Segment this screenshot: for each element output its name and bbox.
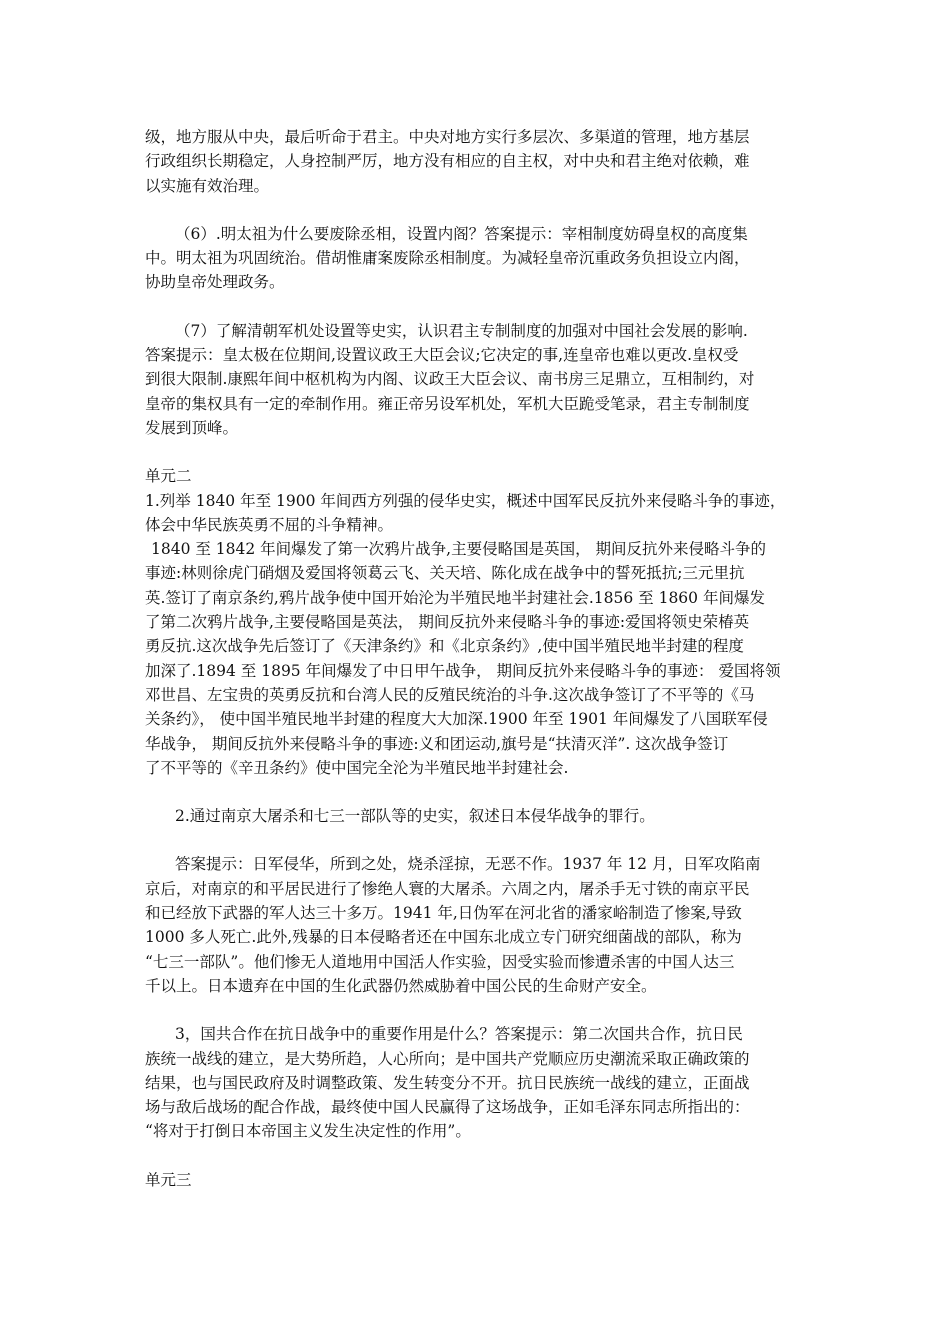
text-line: 体会中华民族英勇不屈的斗争精神。 (145, 515, 394, 534)
paragraph-gap (145, 998, 815, 1022)
text-line: 1.列举 1840 年至 1900 年间西方列强的侵华史实，概述中国军民反抗外来侵略斗争的事迹， (145, 491, 786, 510)
text-line: 1840 至 1842 年间爆发了第一次鸦片战争,主要侵略国是英国， 期间反抗外来侵略斗争的 (151, 540, 767, 559)
text-line: 皇帝的集权具有一定的牵制作用。雍正帝另设军机处，军机大臣跪受笔录，君主专制制度 (145, 394, 750, 413)
text-line: 级，地方服从中央，最后听命于君主。中央对地方实行多层次、多渠道的管理，地方基层 (145, 128, 750, 146)
paragraph-local-governance (145, 125, 815, 198)
text-line: （7）了解清朝军机处设置等史实，认识君主专制制度的加强对中国社会发展的影响. (175, 321, 748, 340)
text-line: 关条约》， 使中国半殖民地半封建的程度大大加深.1900 年至 1901 年间爆发了八国联军侵 (145, 710, 768, 729)
paragraph-gap (145, 440, 815, 464)
text-line: 族统一战线的建立，是大势所趋，人心所向；是中国共产党顺应历史潮流采取正确政策的 (145, 1049, 750, 1068)
paragraph-question-6 (145, 222, 815, 295)
text-line: 答案提示：皇太极在位期间,设置议政王大臣会议;它决定的事,连皇帝也难以更改.皇权受 (145, 346, 739, 365)
text-line: 行政组织长期稳定，人身控制严厉，地方没有相应的自主权，对中央和君主绝对依赖，难 (145, 152, 750, 171)
paragraph-unit2-answer-1 (145, 537, 815, 780)
text-line: 和已经放下武器的军人达三十多万。1941 年,日伪军在河北省的潘家峪制造了惨案,导致 (145, 904, 742, 923)
text-line: 中。明太祖为巩固统治。借胡惟庸案废除丞相制度。为减轻皇帝沉重政务负担设立内阁， (145, 249, 750, 268)
text-line: 英.签订了南京条约,鸦片战争使中国开始沦为半殖民地半封建社会.1856 至 1860 年间爆发 (145, 588, 765, 607)
text-line: 京后，对南京的和平居民进行了惨绝人寰的大屠杀。六周之内，屠杀手无寸铁的南京平民 (145, 879, 750, 898)
paragraph-unit2-question-1 (145, 489, 815, 538)
paragraph-unit2-question-3 (145, 1022, 815, 1143)
text-line: 1000 多人死亡.此外,残暴的日本侵略者还在中国东北成立专门研究细菌战的部队，称为 (145, 928, 742, 947)
text-line: 结果，也与国民政府及时调整政策、发生转变分不开。抗日民族统一战线的建立，正面战 (145, 1073, 750, 1092)
text-line: 加深了.1894 至 1895 年间爆发了中日甲午战争， 期间反抗外来侵略斗争的事迹： 爱国将领 (145, 661, 781, 680)
paragraph-gap (145, 780, 815, 804)
text-line: “将对于打倒日本帝国主义发生决定性的作用”。 (145, 1122, 471, 1141)
paragraph-gap (145, 198, 815, 222)
paragraph-question-7 (145, 319, 815, 440)
text-line: 协助皇帝处理政务。 (145, 273, 285, 292)
unit-3-heading: 单元三 (145, 1170, 192, 1189)
text-line: 答案提示：日军侵华，所到之处，烧杀淫掠，无恶不作。1937 年 12 月，日军攻陷南 (175, 855, 761, 874)
text-line: 了第二次鸦片战争,主要侵略国是英法， 期间反抗外来侵略斗争的事迹:爱国将领史荣椿英 (145, 613, 750, 632)
paragraph-gap (145, 828, 815, 852)
paragraph-unit2-answer-2 (145, 852, 815, 998)
text-line: 到很大限制.康熙年间中枢机构为内阁、议政王大臣会议、南书房三足鼎立，互相制约，对 (145, 370, 755, 389)
paragraph-unit2-question-2: 2.通过南京大屠杀和七三一部队等的史实，叙述日本侵华战争的罪行。 (175, 807, 655, 826)
text-line: 场与敌后战场的配合作战，最终使中国人民赢得了这场战争，正如毛泽东同志所指出的： (145, 1098, 750, 1117)
text-line: “七三一部队”。他们惨无人道地用中国活人作实验，因受实验而惨遭杀害的中国人达三 (145, 952, 735, 971)
text-line: 了不平等的《辛丑条约》使中国完全沦为半殖民地半封建社会. (145, 758, 569, 777)
text-line: 千以上。日本遗弃在中国的生化武器仍然威胁着中国公民的生命财产安全。 (145, 976, 657, 995)
paragraph-gap (145, 295, 815, 319)
text-line: 事迹:林则徐虎门硝烟及爱国将领葛云飞、关天培、陈化成在战争中的誓死抵抗;三元里抗 (145, 564, 745, 583)
text-line: 发展到顶峰。 (145, 418, 239, 437)
paragraph-gap (145, 1144, 815, 1168)
text-line: 勇反抗.这次战争先后签订了《天津条约》和《北京条约》,使中国半殖民地半封建的程度 (145, 637, 744, 656)
text-line: 3，国共合作在抗日战争中的重要作用是什么？答案提示：第二次国共合作，抗日民 (175, 1025, 743, 1044)
text-line: （6）.明太祖为什么要废除丞相，设置内阁？答案提示：宰相制度妨碍皇权的高度集 (175, 224, 748, 243)
text-line: 以实施有效治理。 (145, 176, 270, 195)
unit-2-heading: 单元二 (145, 467, 192, 486)
document-page (145, 125, 815, 1192)
text-line: 邓世昌、左宝贵的英勇反抗和台湾人民的反殖民统治的斗争.这次战争签订了不平等的《马 (145, 685, 755, 704)
text-line: 华战争， 期间反抗外来侵略斗争的事迹:义和团运动,旗号是“扶清灭洋”. 这次战争签订 (145, 734, 729, 753)
